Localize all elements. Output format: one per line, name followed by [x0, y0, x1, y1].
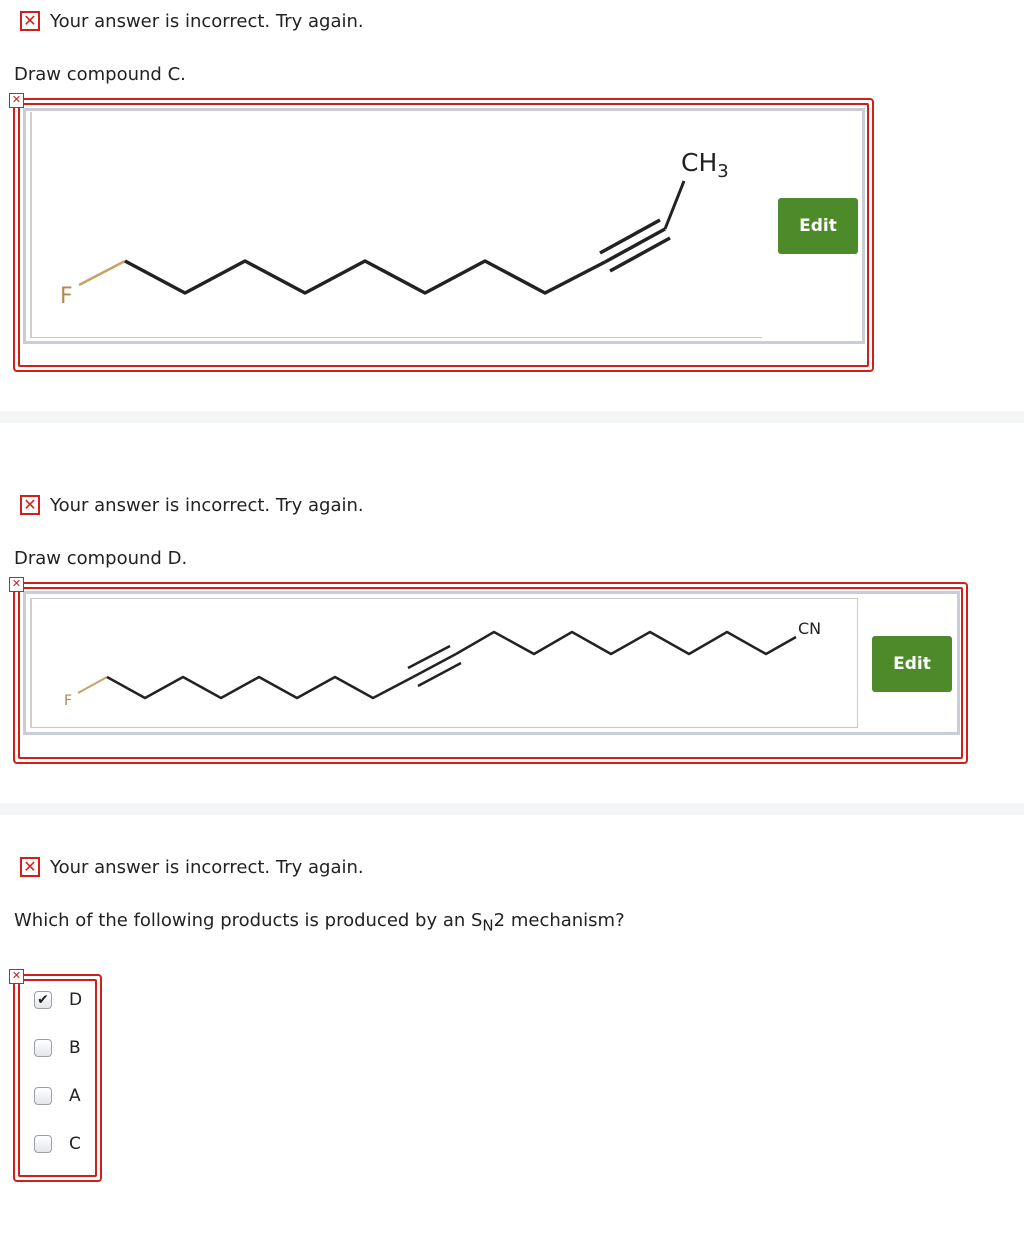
checkbox[interactable]	[34, 1039, 52, 1057]
question-prompt-mc	[14, 910, 625, 935]
option-label: A	[69, 1086, 81, 1106]
atom-label-subscript: 3	[717, 161, 729, 182]
option-c[interactable]	[34, 1133, 81, 1155]
checkbox[interactable]	[34, 1087, 52, 1105]
section-divider	[0, 803, 1024, 815]
edit-button-d[interactable]: Edit	[872, 636, 952, 692]
feedback-message: Your answer is incorrect. Try again.	[50, 494, 364, 516]
atom-label-cn: CN	[798, 619, 822, 638]
feedback-incorrect-d	[20, 492, 364, 518]
x-mark-icon: ✕	[9, 93, 24, 108]
atom-label-ch3	[681, 148, 729, 182]
x-mark-icon: ✕	[20, 857, 40, 877]
x-mark-icon: ✕	[20, 495, 40, 515]
question-prompt-d: Draw compound D.	[14, 548, 188, 569]
prompt-text-end: 2 mechanism?	[493, 910, 625, 931]
option-b[interactable]	[34, 1037, 81, 1059]
edit-button-c[interactable]: Edit	[778, 198, 858, 254]
prompt-subscript: N	[482, 916, 494, 935]
option-d[interactable]	[34, 989, 82, 1011]
atom-label-f: F	[64, 693, 73, 709]
feedback-incorrect-mc	[20, 854, 364, 880]
option-label: B	[69, 1038, 81, 1058]
option-label: D	[69, 990, 83, 1010]
checkbox[interactable]	[34, 1135, 52, 1153]
option-label: C	[69, 1134, 81, 1154]
structure-drawing-c	[0, 0, 1024, 420]
x-mark-icon: ✕	[9, 969, 24, 984]
option-a[interactable]	[34, 1085, 81, 1107]
section-divider	[0, 411, 1024, 423]
feedback-message: Your answer is incorrect. Try again.	[50, 10, 364, 32]
x-mark-icon: ✕	[9, 577, 24, 592]
atom-label-ch: CH	[681, 148, 718, 177]
prompt-text-start: Which of the following products is produced by an S	[14, 910, 483, 931]
atom-label-f: F	[60, 284, 73, 309]
x-mark-icon: ✕	[20, 11, 40, 31]
checkbox-checked[interactable]: ✔	[34, 991, 52, 1009]
feedback-message: Your answer is incorrect. Try again.	[50, 856, 364, 878]
question-prompt-c: Draw compound C.	[14, 64, 186, 85]
structure-drawing-d	[0, 560, 1024, 740]
